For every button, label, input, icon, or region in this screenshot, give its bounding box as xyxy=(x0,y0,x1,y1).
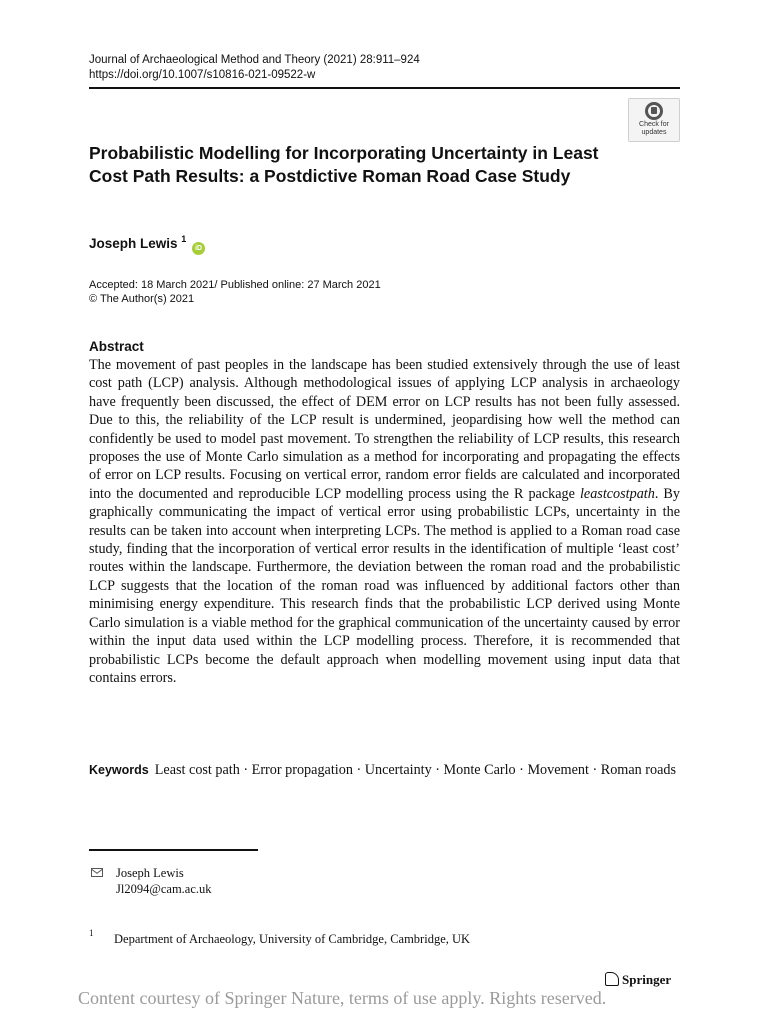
doi-link[interactable]: https://doi.org/10.1007/s10816-021-09522-w xyxy=(89,69,316,81)
abstract-package-name: leastcostpath xyxy=(579,485,655,502)
check-for-updates-icon xyxy=(645,102,663,120)
footnote-rule xyxy=(89,849,258,851)
contact-email[interactable]: Jl2094@cam.ac.uk xyxy=(116,882,212,896)
copyright-notice: © The Author(s) 2021 xyxy=(89,293,195,305)
affiliation: Department of Archaeology, University of Cambridge, Cambridge, UK xyxy=(114,932,471,946)
published-date: Published online: 27 March 2021 xyxy=(220,279,381,291)
check-for-updates-badge[interactable] xyxy=(628,98,680,142)
journal-header xyxy=(89,53,420,83)
mail-icon xyxy=(91,868,103,877)
paper-title: Probabilistic Modelling for Incorporating Uncertainty in Least Cost Path Results: a Postdictive Roman Road Case Study xyxy=(89,143,599,186)
author-line xyxy=(89,234,205,255)
abstract-part-2: . By graphically communicating the impact of vertical error using probabilistic LCPs, uncertainty in the results can be taken into account when interpreting LCPs. The method is applied to a Roman road case study, finding that the incorporation of vertical error results in the identification of multiple ‘least cost’ routes within the landscape. Furthermore, the deviation between the roman road and the probabilistic LCP suggests that the location of the roman road was influenced by additional factors other than minimising energy expenditure. This research finds that the probabilistic LCP derived using Monte Carlo simulation is a viable method for the graphical communication of the uncertainty caused by error within the input data used within the LCP modelling process. Therefore, it is recommended that probabilistic LCPs become the default approach when modelling movement using input data that contains errors. xyxy=(89,485,680,686)
journal-citation: Journal of Archaeological Method and Theory (2021) 28:911–924 xyxy=(89,54,420,66)
keywords-heading: Keywords xyxy=(89,763,149,777)
publication-dates xyxy=(89,278,381,306)
springer-logo xyxy=(605,972,671,988)
affiliation-number: 1 xyxy=(89,928,94,938)
keywords-list: Least cost path · Error propagation · Uncertainty · Monte Carlo · Movement · Roman roads xyxy=(154,762,676,778)
author-name: Joseph Lewis xyxy=(89,236,178,251)
badge-line1: Check for xyxy=(639,121,669,128)
abstract-part-1: The movement of past peoples in the landscape has been studied extensively through the use of least cost path (LCP) analysis. Although methodological issues of applying LCP analysis in archaeology have frequently been discussed, the effect of DEM error on LCP results has not been fully assessed. Due to this, the reliability of the LCP result is undermined, jeopardising how well the method can confidently be used to model past movement. To strengthen the reliability of LCP results, this research proposes the use of Monte Carlo simulation as a method for incorporating and propagating the effects of error on LCP results. Focusing on vertical error, random error fields are calculated and incorporated into the documented and reproducible LCP modelling process using the R package xyxy=(89,357,680,502)
courtesy-watermark: Content courtesy of Springer Nature, terms of use apply. Rights reserved. xyxy=(78,988,607,1008)
contact-name: Joseph Lewis xyxy=(116,866,184,880)
abstract-heading: Abstract xyxy=(89,339,144,354)
springer-horse-icon xyxy=(605,972,619,986)
badge-line2: updates xyxy=(641,129,667,136)
accepted-date: Accepted: 18 March 2021/ xyxy=(89,279,218,291)
author-affiliation-marker: 1 xyxy=(181,234,187,244)
abstract-text xyxy=(89,356,680,687)
publisher-name: Springer xyxy=(622,972,672,987)
keywords xyxy=(89,761,680,779)
header-rule xyxy=(89,87,680,89)
corresponding-author xyxy=(116,865,212,897)
orcid-icon[interactable]: iD xyxy=(192,242,205,255)
